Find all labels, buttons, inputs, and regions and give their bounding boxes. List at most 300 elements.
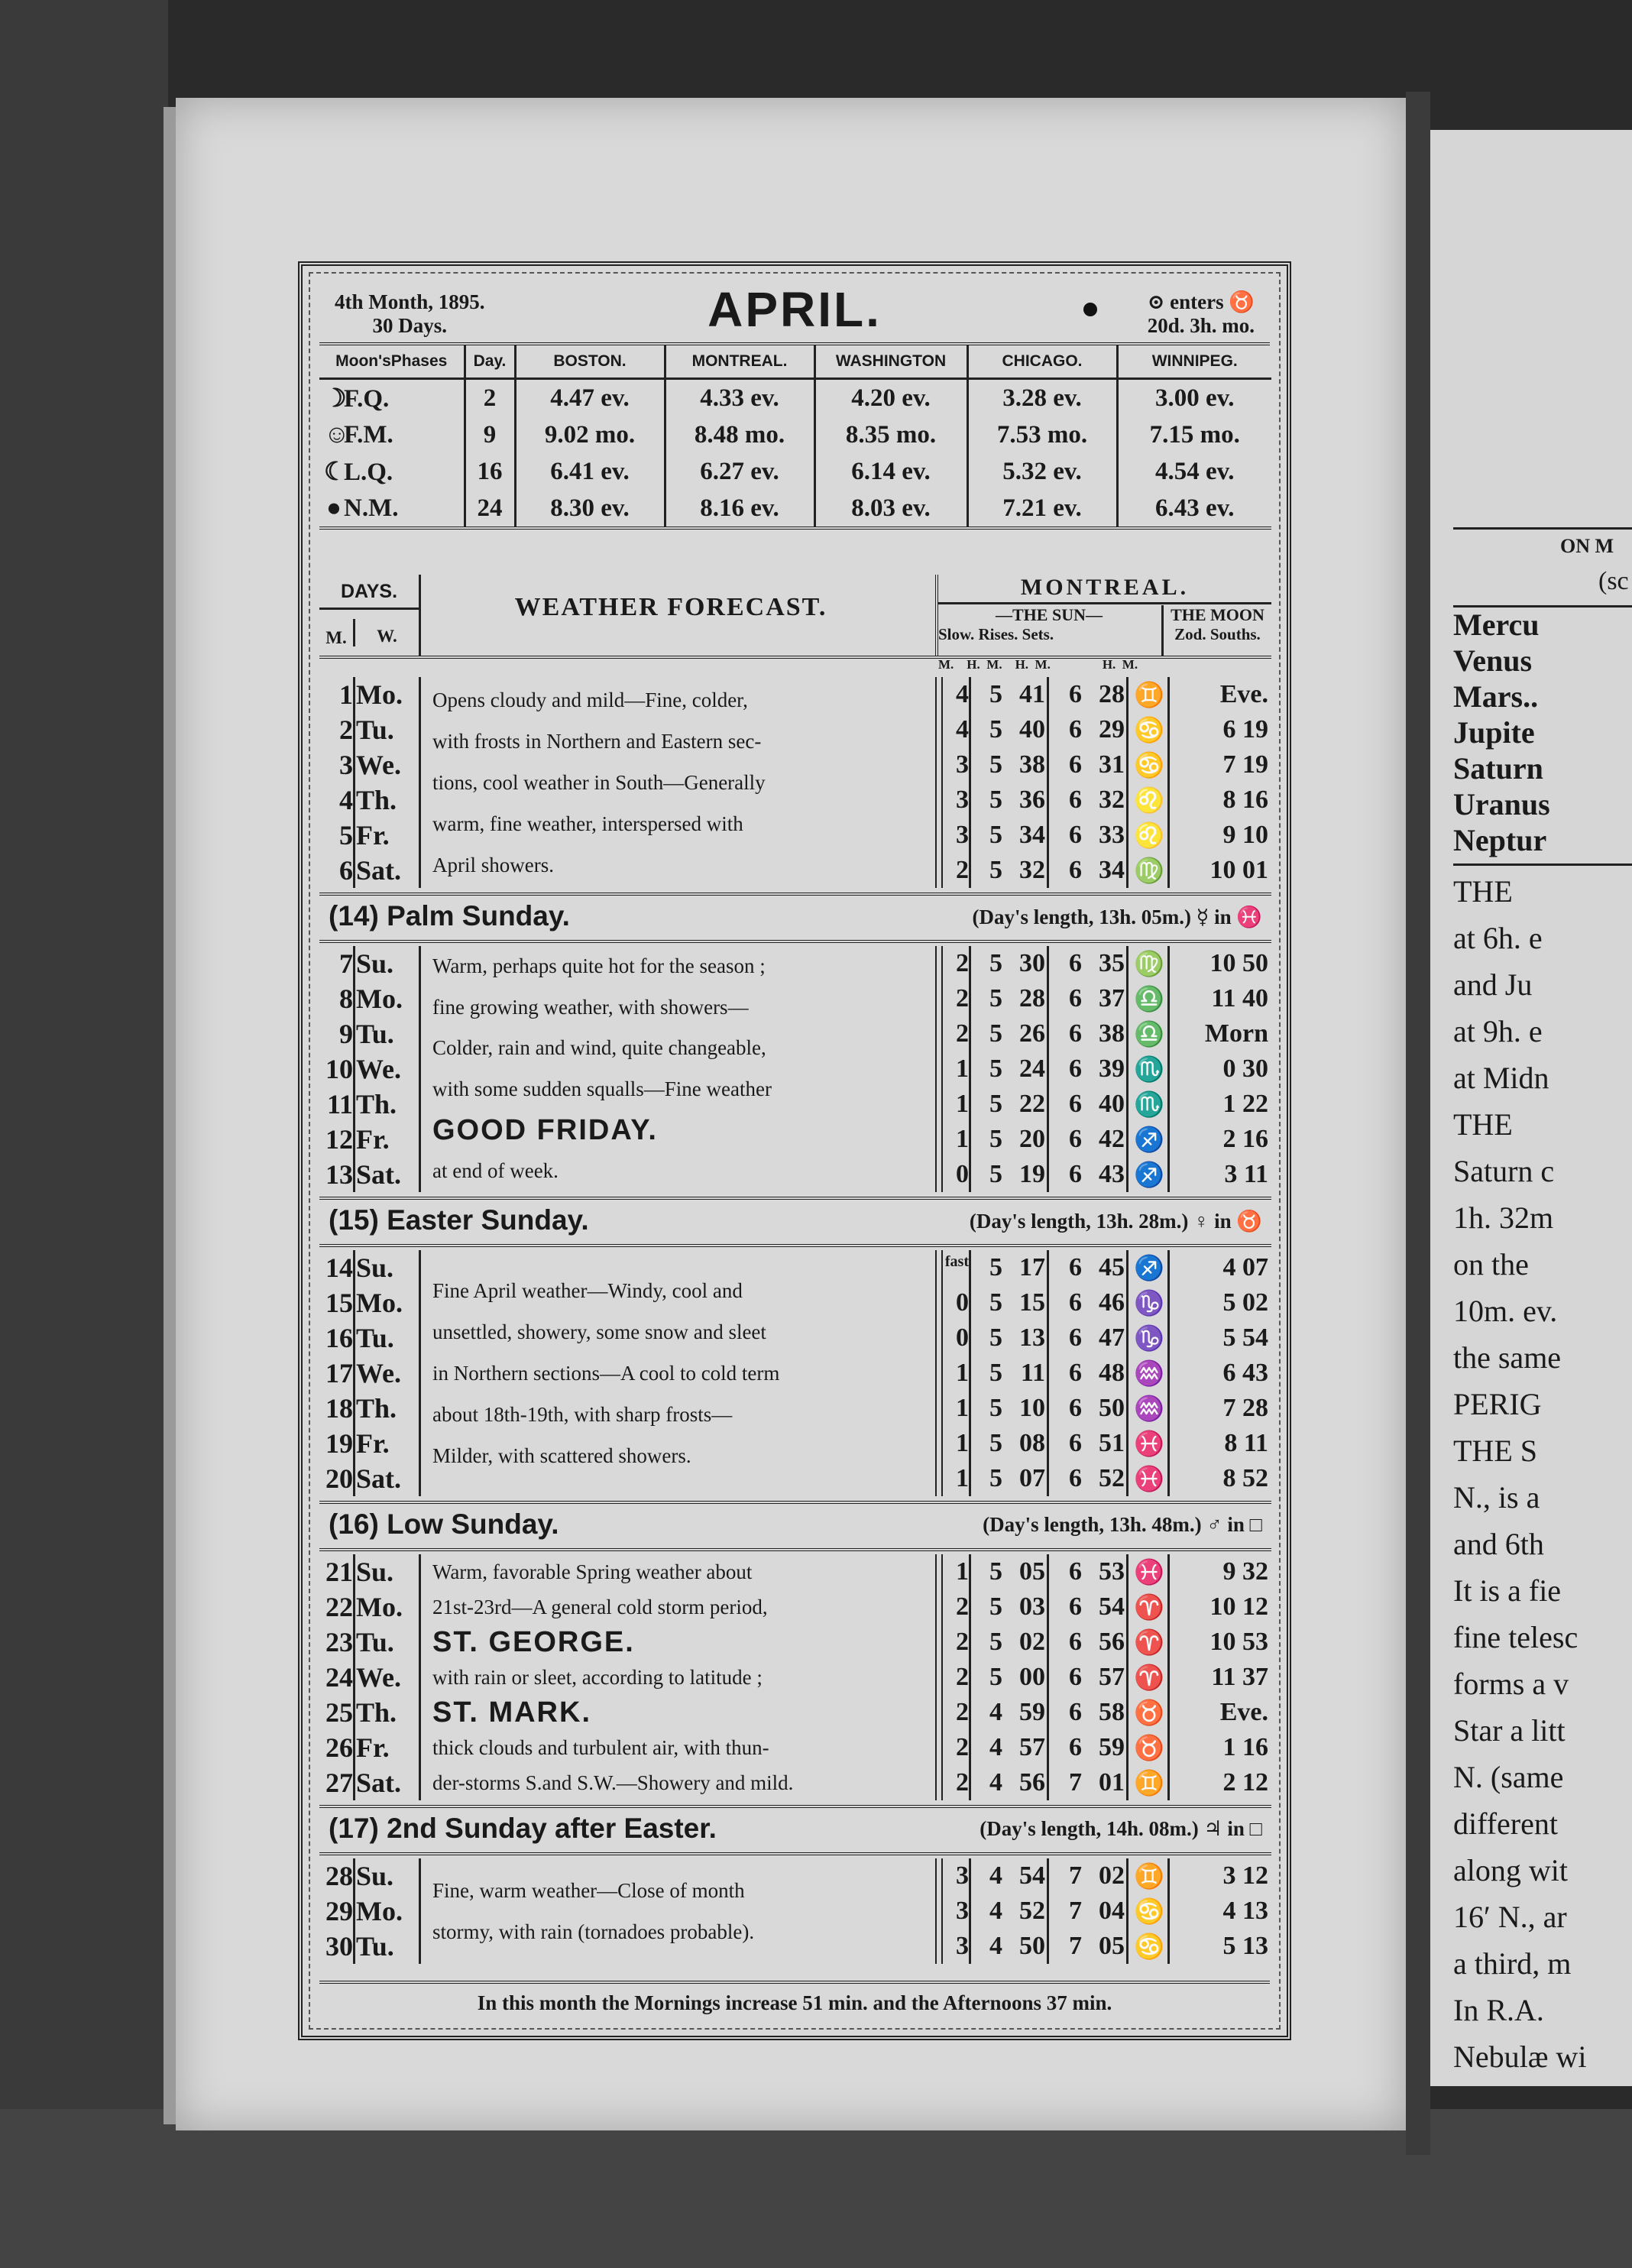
saint-day-label: ST. MARK. [432, 1696, 591, 1729]
sunset-hour: 6 [1069, 1464, 1082, 1492]
week-day: We. [356, 1358, 401, 1388]
forecast-line: warm, fine weather, interspersed with [432, 812, 743, 835]
zodiac-sign-icon: ♊ [1134, 1862, 1164, 1890]
zodiac-sign-icon: ♒ [1134, 1359, 1164, 1387]
column-headers [319, 575, 1271, 659]
sunset-minute: 51 [1099, 1429, 1125, 1457]
moon-souths: 1 22 [1222, 1090, 1268, 1118]
sunset-minute: 56 [1099, 1628, 1125, 1656]
moon-souths: Eve. [1219, 1698, 1268, 1726]
sunrise-minute: 03 [1019, 1592, 1045, 1621]
sunday-banner [319, 1805, 1271, 1855]
month-day: 15 [325, 1288, 353, 1318]
sunday-banner [319, 1197, 1271, 1247]
zodiac-sign-icon: ♑ [1134, 1289, 1164, 1317]
sun-slow: 3 [956, 1932, 969, 1960]
sunset-hour: 6 [1069, 1125, 1082, 1153]
sun-slow: 1 [956, 1359, 969, 1387]
sunset-hour: 7 [1069, 1861, 1082, 1890]
month-day: 16 [325, 1323, 353, 1353]
forecast-line: April showers. [432, 854, 554, 876]
week-day: Fr. [356, 1428, 390, 1459]
moon-souths: 7 19 [1222, 750, 1268, 779]
moon-souths: Eve. [1219, 680, 1268, 708]
week-day: Tu. [356, 1323, 394, 1353]
sunrise-minute: 50 [1019, 1932, 1045, 1960]
sunset-minute: 48 [1099, 1359, 1125, 1387]
sunset-hour: 6 [1069, 984, 1082, 1013]
sun-slow: 2 [956, 1698, 969, 1726]
sunrise-hour: 5 [989, 1160, 1002, 1188]
sunday-banner [319, 1501, 1271, 1551]
sun-slow: 2 [956, 1733, 969, 1761]
month-day: 3 [339, 750, 353, 780]
facing-text-line: different [1453, 1806, 1558, 1841]
planet-name: Neptur [1453, 823, 1547, 857]
sun-slow: 2 [956, 1768, 969, 1797]
week-day: Th. [356, 1697, 397, 1728]
sunrise-hour: 5 [989, 1324, 1002, 1352]
sunrise-hour: 5 [989, 1464, 1002, 1492]
month-day: 2 [339, 714, 353, 745]
sunrise-minute: 34 [1019, 821, 1045, 849]
phase-chicago-cell: 7.53 mo. [967, 416, 1117, 453]
facing-text [1453, 868, 1586, 2080]
sun-subheading: Slow. Rises. Sets. [938, 625, 1054, 643]
month-day: 22 [325, 1592, 353, 1622]
sunset-minute: 02 [1099, 1861, 1125, 1890]
forecast-line: Opens cloudy and mild—Fine, colder, [432, 688, 748, 711]
month-day: 13 [325, 1159, 353, 1190]
sunrise-minute: 28 [1019, 984, 1045, 1013]
facing-text-line: a third, m [1453, 1946, 1572, 1981]
sunrise-hour: 5 [989, 856, 1002, 884]
sunset-minute: 34 [1099, 856, 1125, 884]
book-gutter [1406, 92, 1430, 2155]
month-day: 23 [325, 1627, 353, 1657]
zodiac-sign-icon: ♊ [1134, 681, 1164, 708]
phase-name-cell [319, 453, 465, 490]
sun-slow: 1 [956, 1394, 969, 1422]
zodiac-sign-icon: ♍ [1134, 950, 1164, 977]
month-day: 9 [339, 1019, 353, 1049]
week-block [319, 1554, 1271, 1800]
sun-slow: 3 [956, 1897, 969, 1925]
planet-name: Jupite [1453, 715, 1535, 750]
sunset-hour: 6 [1069, 1429, 1082, 1457]
month-day: 8 [339, 983, 353, 1014]
sunrise-hour: 5 [989, 750, 1002, 779]
facing-planets [1453, 607, 1550, 858]
forecast-line: der-storms S.and S.W.—Showery and mild. [432, 1771, 794, 1794]
sunset-hour: 6 [1069, 1663, 1082, 1691]
planet-name: Saturn [1453, 751, 1543, 786]
forecast-line: fine growing weather, with showers— [432, 995, 749, 1019]
sunset-hour: 6 [1069, 1592, 1082, 1621]
week-day: Tu. [356, 1931, 394, 1962]
sunset-hour: 6 [1069, 1733, 1082, 1761]
sunrise-minute: 22 [1019, 1090, 1045, 1118]
weather-forecast-text [432, 1870, 921, 1952]
moon-souths: 0 30 [1222, 1055, 1268, 1083]
sunset-minute: 37 [1099, 984, 1125, 1013]
phase-washington-cell: 6.14 ev. [814, 453, 967, 490]
sunset-minute: 57 [1099, 1663, 1125, 1691]
day-length: (Day's length, 13h. 48m.) ♂ in □ [983, 1513, 1262, 1536]
facing-text-line: THE [1453, 874, 1513, 909]
sun-enters: ⊙ enters ♉ [1147, 290, 1255, 313]
sun-slow: 3 [956, 1861, 969, 1890]
sun-slow: 3 [956, 786, 969, 814]
phase-row [319, 416, 1271, 453]
forecast-line: with rain or sleet, according to latitude ; [432, 1666, 763, 1689]
sunset-hour: 6 [1069, 949, 1082, 977]
month-day: 10 [325, 1054, 353, 1084]
sunrise-hour: 4 [989, 1698, 1002, 1726]
planet-name: Mars.. [1453, 679, 1539, 714]
sun-slow: 3 [956, 821, 969, 849]
phase-montreal-cell: 8.48 mo. [665, 416, 814, 453]
sunrise-hour: 5 [989, 715, 1002, 744]
phase-boston-cell: 6.41 ev. [515, 453, 665, 490]
week-day: Mo. [356, 1288, 403, 1318]
phase-row [319, 379, 1271, 417]
sunrise-hour: 5 [989, 1090, 1002, 1118]
facing-text-line: Star a litt [1453, 1713, 1566, 1748]
sunset-minute: 04 [1099, 1897, 1125, 1925]
phase-winnipeg-cell: 4.54 ev. [1117, 453, 1271, 490]
moon-souths: 4 07 [1222, 1253, 1268, 1281]
sunday-name: (14) Palm Sunday. [329, 900, 570, 932]
zodiac-sign-icon: ♎ [1134, 1020, 1164, 1048]
phase-name: N.M. [344, 494, 399, 522]
sun-entry-time: 20d. 3h. mo. [1147, 314, 1255, 337]
zodiac-sign-icon: ♉ [1134, 1734, 1164, 1761]
background-left [0, 0, 168, 2268]
sunrise-minute: 19 [1019, 1160, 1045, 1188]
moon-phase-icon: ☽ [324, 385, 347, 413]
month-day: 19 [325, 1428, 353, 1459]
sunrise-minute: 52 [1019, 1897, 1045, 1925]
weather-forecast-text [432, 1270, 921, 1476]
sunrise-hour: 4 [989, 1733, 1002, 1761]
week-block [319, 946, 1271, 1192]
week-day-heading: W. [353, 619, 419, 646]
sunrise-minute: 38 [1019, 750, 1045, 779]
moon-phase-icon: ☾ [324, 458, 347, 486]
phase-name-cell [319, 379, 465, 417]
sunday-banner [319, 893, 1271, 943]
zodiac-sign-icon: ♑ [1134, 1324, 1164, 1352]
moon-souths: 7 28 [1222, 1394, 1268, 1422]
moon-souths: 6 43 [1222, 1359, 1268, 1387]
hm-units: M. H. M. H. M. H. M. [938, 657, 1138, 672]
moon-souths: 4 13 [1222, 1897, 1268, 1925]
zodiac-sign-icon: ♐ [1134, 1161, 1164, 1188]
sunset-minute: 47 [1099, 1324, 1125, 1352]
week-day: Sat. [356, 1767, 402, 1798]
moon-souths: 8 11 [1224, 1429, 1268, 1457]
sunrise-minute: 08 [1019, 1429, 1045, 1457]
sunset-hour: 6 [1069, 715, 1082, 744]
phase-boston-cell: 4.47 ev. [515, 379, 665, 417]
zodiac-sign-icon: ♉ [1134, 1699, 1164, 1726]
moon-souths: 5 13 [1222, 1932, 1268, 1960]
week-block [319, 1250, 1271, 1496]
sunrise-minute: 41 [1019, 680, 1045, 708]
sun-slow: 4 [956, 680, 969, 708]
sun-slow: 2 [956, 1019, 969, 1048]
sunset-hour: 7 [1069, 1897, 1082, 1925]
month-day: 11 [326, 1089, 353, 1119]
sunset-hour: 6 [1069, 1160, 1082, 1188]
facing-text-line: on the [1453, 1247, 1529, 1281]
sunset-hour: 6 [1069, 1628, 1082, 1656]
phase-day-cell: 9 [465, 416, 515, 453]
sunset-hour: 6 [1069, 1324, 1082, 1352]
month-day: 18 [325, 1393, 353, 1424]
facing-text-line: and Ju [1453, 967, 1533, 1002]
day-length: (Day's length, 13h. 28m.) ♀ in ♉ [969, 1210, 1262, 1233]
week-day: Tu. [356, 1019, 394, 1049]
week-day: We. [356, 1054, 401, 1084]
facing-text-line: Saturn c [1453, 1154, 1555, 1188]
sunset-minute: 52 [1099, 1464, 1125, 1492]
month-day: 12 [325, 1124, 353, 1155]
sunset-minute: 39 [1099, 1055, 1125, 1083]
moon-subheading: Zod. Souths. [1174, 625, 1261, 643]
zodiac-sign-icon: ♎ [1134, 985, 1164, 1013]
phase-montreal-cell: 4.33 ev. [665, 379, 814, 417]
background-bottom [0, 2109, 1632, 2268]
month-day: 7 [339, 948, 353, 979]
facing-text-line: 1h. 32m [1453, 1200, 1554, 1235]
week-day: Mo. [356, 679, 403, 710]
sun-slow: 4 [956, 715, 969, 744]
month-day: 4 [339, 785, 353, 815]
sunrise-minute: 15 [1019, 1288, 1045, 1317]
week-day: Sat. [356, 1159, 402, 1190]
sunset-hour: 6 [1069, 1557, 1082, 1586]
sunset-minute: 54 [1099, 1592, 1125, 1621]
sunrise-minute: 56 [1019, 1768, 1045, 1797]
phase-name-cell [319, 490, 465, 528]
facing-text-line: at 6h. e [1453, 921, 1543, 955]
sunrise-hour: 5 [989, 984, 1002, 1013]
sunrise-minute: 20 [1019, 1125, 1045, 1153]
week-day: Su. [356, 1252, 394, 1283]
sunrise-minute: 36 [1019, 786, 1045, 814]
sunset-minute: 45 [1099, 1253, 1125, 1281]
planet-name: Mercu [1453, 608, 1540, 642]
zodiac-sign-icon: ♓ [1134, 1558, 1164, 1586]
week-day: Su. [356, 948, 394, 979]
sunrise-hour: 5 [989, 1628, 1002, 1656]
sunset-hour: 6 [1069, 1359, 1082, 1387]
sunrise-minute: 02 [1019, 1628, 1045, 1656]
sunset-hour: 6 [1069, 1394, 1082, 1422]
week-day: Su. [356, 1557, 394, 1587]
week-day: Tu. [356, 1627, 394, 1657]
month-day: 6 [339, 855, 353, 886]
moon-souths: 8 52 [1222, 1464, 1268, 1492]
sunrise-hour: 5 [989, 1394, 1002, 1422]
sunrise-hour: 4 [989, 1932, 1002, 1960]
week-day: Fr. [356, 1124, 390, 1155]
days-count: 30 Days. [372, 314, 448, 337]
forecast-line: stormy, with rain (tornadoes probable). [432, 1920, 755, 1943]
weather-forecast-text [432, 679, 921, 886]
phase-name: L.Q. [344, 458, 393, 486]
week-day: Th. [356, 1089, 397, 1119]
week-day: Sat. [356, 855, 402, 886]
phase-name: F.Q. [344, 385, 390, 413]
moon-phase-icon: ☺ [324, 420, 350, 449]
phase-day-cell: 16 [465, 453, 515, 490]
month-day: 14 [325, 1252, 353, 1283]
sunset-minute: 29 [1099, 715, 1125, 744]
sunset-hour: 6 [1069, 1019, 1082, 1048]
saint-day-label: ST. GEORGE. [432, 1626, 635, 1658]
moon-souths: 9 10 [1222, 821, 1268, 849]
week-day: Mo. [356, 983, 403, 1014]
facing-text-line: It is a fie [1453, 1573, 1562, 1608]
week-block [319, 1858, 1271, 1964]
sun-slow: 2 [956, 1663, 969, 1691]
zodiac-sign-icon: ♋ [1134, 1933, 1164, 1960]
sunset-minute: 46 [1099, 1288, 1125, 1317]
footer-note: In this month the Mornings increase 51 min. and the Afternoons 37 min. [319, 1981, 1270, 2019]
zodiac-sign-icon: ♒ [1134, 1395, 1164, 1422]
sun-slow: 2 [956, 949, 969, 977]
sunrise-minute: 05 [1019, 1557, 1045, 1586]
month-day: 29 [325, 1896, 353, 1926]
phase-col-header: Day. [465, 345, 515, 379]
sun-slow: 2 [956, 1628, 969, 1656]
sun-slow: 1 [956, 1125, 969, 1153]
sunrise-hour: 5 [989, 1055, 1002, 1083]
sunrise-minute: 11 [1020, 1359, 1045, 1387]
sun-slow: 2 [956, 984, 969, 1013]
facing-head-2: (sc [1598, 567, 1629, 595]
facing-text-line: forms a v [1453, 1667, 1569, 1701]
sunrise-minute: 17 [1019, 1253, 1045, 1281]
sunrise-minute: 54 [1019, 1861, 1045, 1890]
sunset-hour: 7 [1069, 1768, 1082, 1797]
month-title: APRIL. [708, 282, 882, 337]
sun-slow: 1 [956, 1429, 969, 1457]
sunset-hour: 6 [1069, 821, 1082, 849]
sunrise-hour: 5 [989, 1253, 1002, 1281]
sunset-hour: 6 [1069, 750, 1082, 779]
sunrise-hour: 5 [989, 949, 1002, 977]
forecast-line: Fine April weather—Windy, cool and [432, 1279, 743, 1302]
facing-head-1: ON M [1560, 535, 1614, 557]
sunset-hour: 6 [1069, 786, 1082, 814]
moon-souths: 9 32 [1222, 1557, 1268, 1586]
week-day: Fr. [356, 1732, 390, 1763]
phase-boston-cell: 9.02 mo. [515, 416, 665, 453]
forecast-line: about 18th-19th, with sharp frosts— [432, 1403, 733, 1426]
sunset-hour: 6 [1069, 1253, 1082, 1281]
sunset-minute: 28 [1099, 680, 1125, 708]
phase-chicago-cell: 3.28 ev. [967, 379, 1117, 417]
weather-forecast-text [432, 1554, 921, 1800]
sun-slow: 2 [956, 1592, 969, 1621]
facing-text-line: THE [1453, 1107, 1513, 1142]
phase-washington-cell: 4.20 ev. [814, 379, 967, 417]
moon-souths: 8 16 [1222, 786, 1268, 814]
month-day: 30 [325, 1931, 353, 1962]
moon-phases-table [319, 345, 1271, 530]
forecast-line: Warm, perhaps quite hot for the season ; [432, 954, 766, 977]
sun-slow: 0 [956, 1288, 969, 1317]
phase-day-cell: 24 [465, 490, 515, 528]
zodiac-sign-icon: ♈ [1134, 1593, 1164, 1621]
facing-text-line: In R.A. [1453, 1993, 1544, 2027]
sunset-minute: 33 [1099, 821, 1125, 849]
sunrise-hour: 4 [989, 1861, 1002, 1890]
forecast-line: thick clouds and turbulent air, with thun- [432, 1736, 769, 1759]
month-day: 20 [325, 1463, 353, 1494]
month-day: 28 [325, 1861, 353, 1891]
sun-slow: 1 [956, 1464, 969, 1492]
sun-slow: 1 [956, 1557, 969, 1586]
phase-washington-cell: 8.03 ev. [814, 490, 967, 528]
sunset-hour: 6 [1069, 856, 1082, 884]
facing-text-line: N. (same [1453, 1760, 1564, 1794]
month-day: 26 [325, 1732, 353, 1763]
moon-souths: 10 12 [1209, 1592, 1268, 1621]
facing-text-line: N., is a [1453, 1480, 1540, 1515]
sunrise-hour: 5 [989, 786, 1002, 814]
week-day: We. [356, 750, 401, 780]
facing-text-line: PERIG [1453, 1387, 1542, 1421]
day-length: (Day's length, 14h. 08m.) ♃ in □ [980, 1817, 1262, 1840]
sunrise-minute: 30 [1019, 949, 1045, 977]
sunrise-minute: 40 [1019, 715, 1045, 744]
sunrise-minute: 26 [1019, 1019, 1045, 1048]
month-day: 27 [325, 1767, 353, 1798]
sunrise-hour: 5 [989, 1429, 1002, 1457]
sunset-minute: 42 [1099, 1125, 1125, 1153]
moon-souths: 10 01 [1209, 856, 1268, 884]
sunset-hour: 6 [1069, 680, 1082, 708]
facing-text-line: Nebulæ wi [1453, 2040, 1587, 2074]
phase-row [319, 490, 1271, 528]
phase-name-cell [319, 416, 465, 453]
week-day: We. [356, 1662, 401, 1693]
week-block [319, 677, 1271, 888]
week-day: Sat. [356, 1463, 402, 1494]
zodiac-sign-icon: ♌ [1134, 786, 1164, 814]
sunrise-minute: 07 [1019, 1464, 1045, 1492]
sunset-minute: 40 [1099, 1090, 1125, 1118]
week-day: Mo. [356, 1896, 403, 1926]
month-day: 21 [325, 1557, 353, 1587]
month-day: 17 [325, 1358, 353, 1388]
zodiac-sign-icon: ♍ [1134, 857, 1164, 884]
facing-text-line: the same [1453, 1340, 1562, 1375]
sunset-hour: 6 [1069, 1090, 1082, 1118]
sunday-name: (16) Low Sunday. [329, 1508, 559, 1540]
facing-text-line: THE S [1453, 1434, 1537, 1468]
zodiac-sign-icon: ♓ [1134, 1465, 1164, 1492]
month-header [319, 280, 1270, 345]
sunrise-minute: 10 [1019, 1394, 1045, 1422]
forecast-line: with some sudden squalls—Fine weather [432, 1077, 772, 1101]
sunrise-hour: 5 [989, 1019, 1002, 1048]
